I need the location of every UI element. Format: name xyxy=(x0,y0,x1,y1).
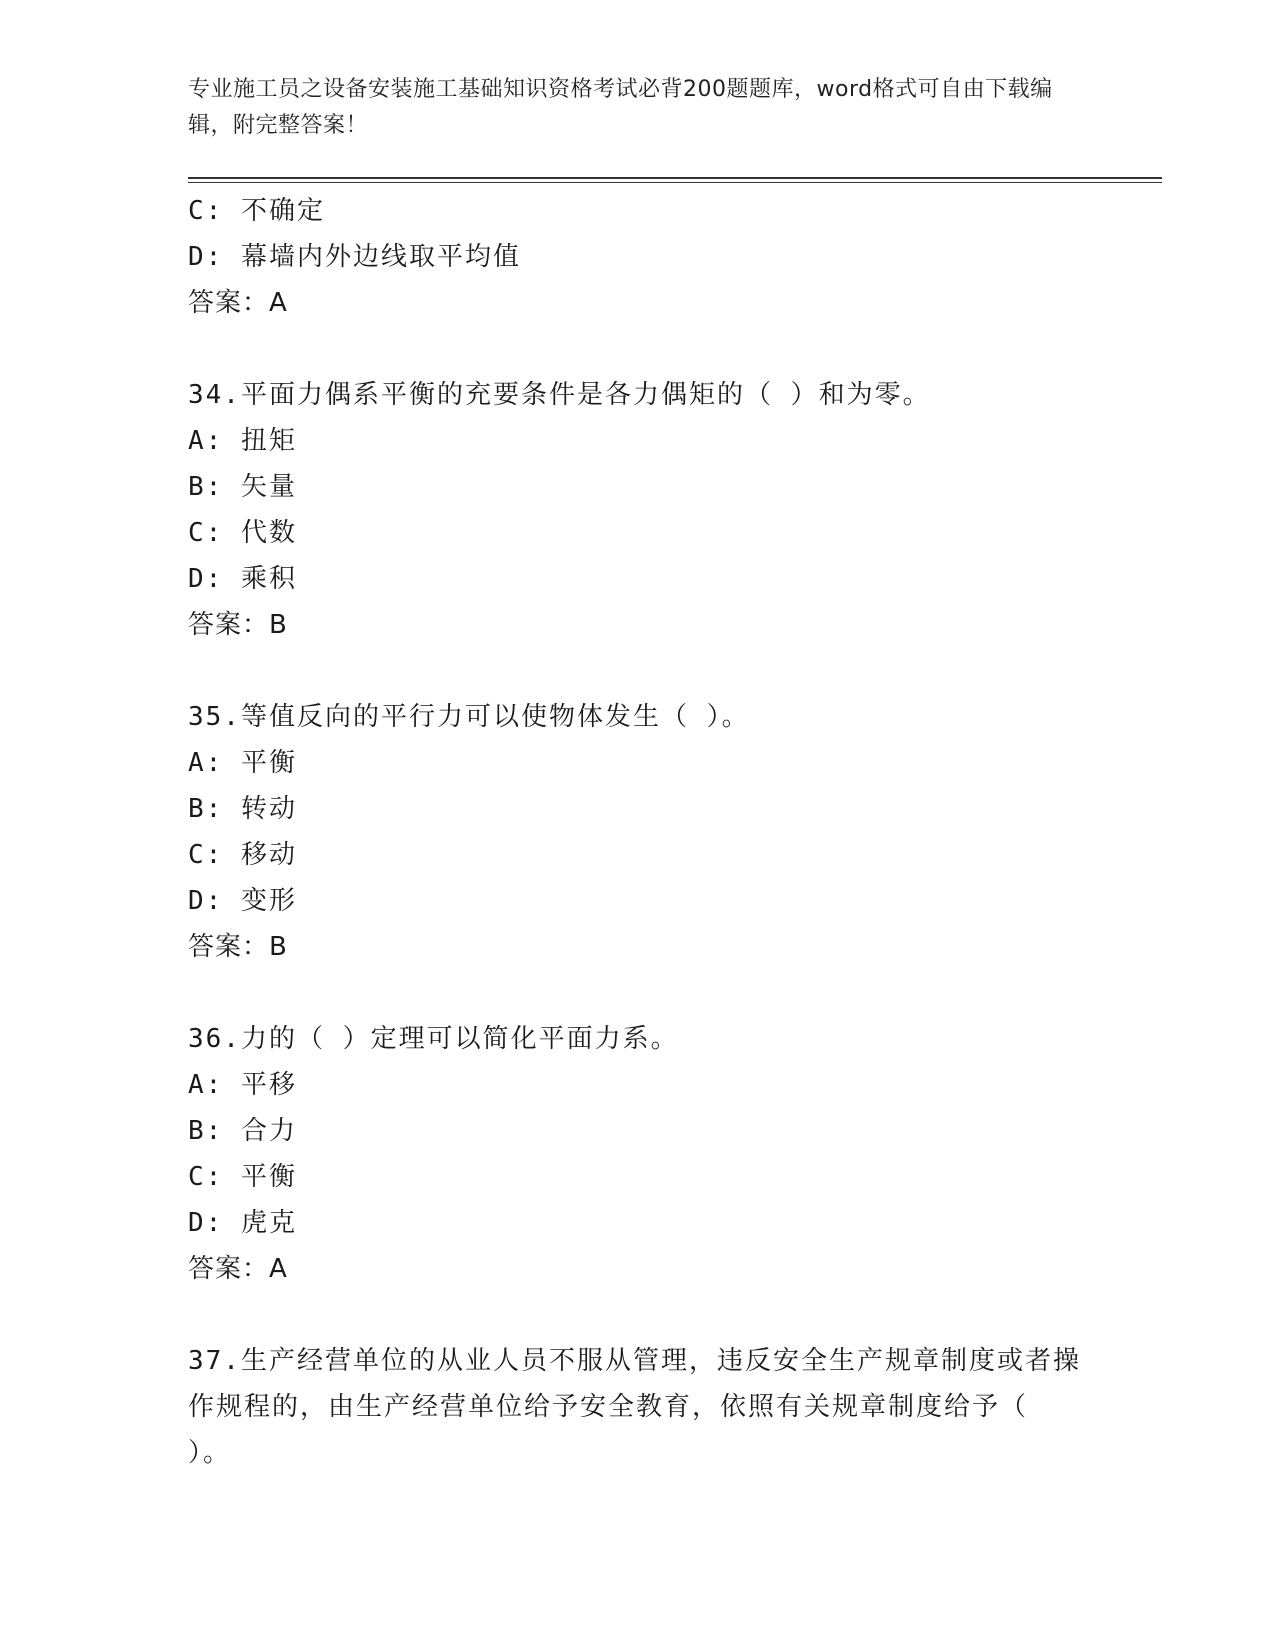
option-c: C: 代数 xyxy=(188,518,297,548)
answer-value: B xyxy=(269,932,288,962)
document-header xyxy=(188,72,1068,144)
question-stem: 37.生产经营单位的从业人员不服从管理，违反安全生产规章制度或者操作规程的，由生产经营单位给予安全教育，依照有关规章制度给予（ ）。 xyxy=(188,1346,1081,1468)
option-d: D: 虎克 xyxy=(188,1208,297,1238)
answer-line: 答案：B xyxy=(188,610,288,640)
question-content xyxy=(188,188,1088,1476)
option-a: A: 扭矩 xyxy=(188,426,297,456)
header-rule-thin xyxy=(188,182,1162,183)
answer-value: A xyxy=(269,1254,288,1284)
option-a: A: 平移 xyxy=(188,1070,297,1100)
document-title: 专业施工员之设备安装施工基础知识资格考试必背200题题库，word格式可自由下载编辑，附完整答案！ xyxy=(188,77,1053,138)
answer-line: 答案：A xyxy=(188,1254,288,1284)
option-c: C: 平衡 xyxy=(188,1162,297,1192)
question-36 xyxy=(188,1016,1088,1292)
option-d: D: 变形 xyxy=(188,886,297,916)
prev-question-block xyxy=(188,188,1088,326)
question-stem: 35.等值反向的平行力可以使物体发生（ ）。 xyxy=(188,702,750,732)
question-stem: 34.平面力偶系平衡的充要条件是各力偶矩的（ ）和为零。 xyxy=(188,380,931,410)
header-rule-thick xyxy=(188,177,1162,179)
answer-line: 答案：A xyxy=(188,288,288,318)
option-d: D: 幕墙内外边线取平均值 xyxy=(188,242,521,272)
option-c: C: 不确定 xyxy=(188,196,325,226)
option-d: D: 乘积 xyxy=(188,564,297,594)
question-37 xyxy=(188,1338,1088,1476)
option-b: B: 合力 xyxy=(188,1116,297,1146)
option-c: C: 移动 xyxy=(188,840,297,870)
answer-value: B xyxy=(269,610,288,640)
question-34 xyxy=(188,372,1088,648)
answer-line: 答案：B xyxy=(188,932,288,962)
answer-value: A xyxy=(269,288,288,318)
option-b: B: 矢量 xyxy=(188,472,297,502)
question-35 xyxy=(188,694,1088,970)
question-stem: 36.力的（ ）定理可以简化平面力系。 xyxy=(188,1024,679,1054)
option-b: B: 转动 xyxy=(188,794,297,824)
option-a: A: 平衡 xyxy=(188,748,297,778)
